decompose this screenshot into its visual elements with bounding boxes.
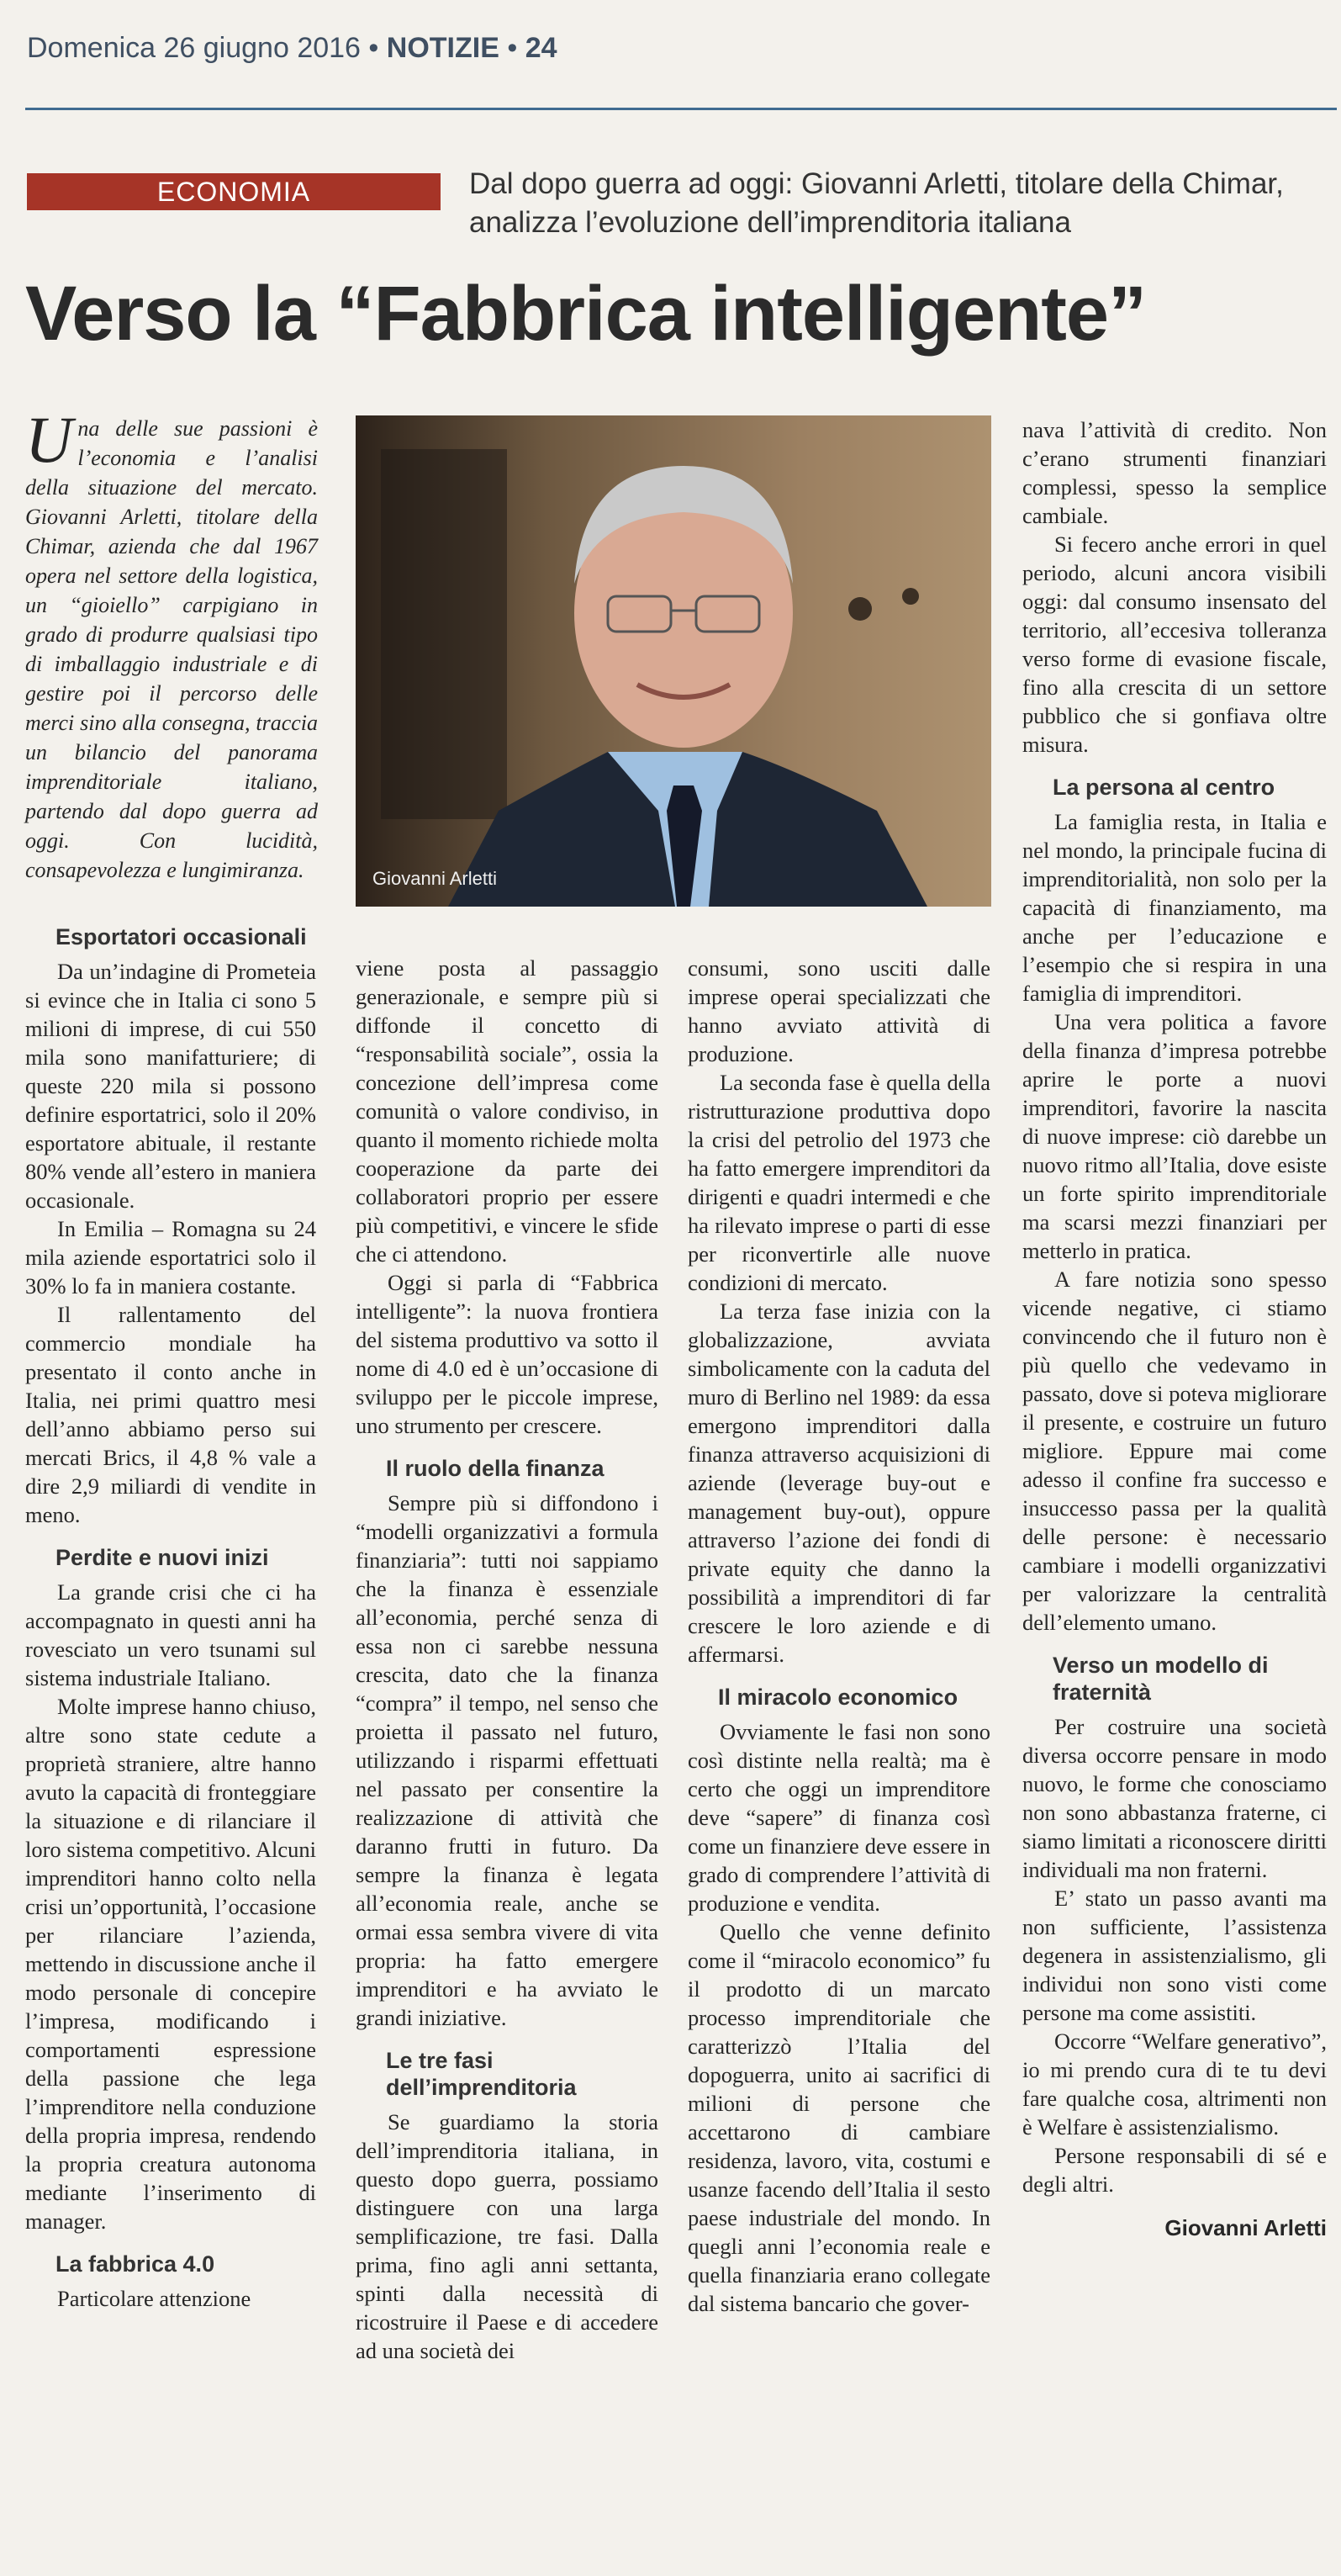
- section-tag: ECONOMIA: [27, 173, 441, 210]
- paragraph: Persone responsabili di sé e degli altri.: [1022, 2143, 1327, 2197]
- paragraph: Oggi si parla di “Fabbrica intelligente”: la nuova frontiera del sistema produttivo va sotto il nome di 4.0 ed è un’occasione di sviluppo per le piccole imprese, uno strumento per crescere.: [356, 1270, 658, 1438]
- author-signature: Giovanni Arletti: [1164, 2215, 1327, 2240]
- subheading: La fabbrica 4.0: [55, 2251, 215, 2277]
- subheading: Verso un modello di fraternità: [1053, 1653, 1269, 1705]
- paragraph: Occorre “Welfare generativo”, io mi prendo cura di te tu devi fare qualche cosa, altrimenti non è Welfare è assistenzialismo.: [1022, 2029, 1327, 2140]
- photo-caption: Giovanni Arletti: [372, 868, 497, 889]
- header-separator: •: [368, 32, 379, 64]
- subheading: Le tre fasi dell’imprenditoria: [386, 2048, 577, 2100]
- paragraph: Si fecero anche errori in quel periodo, alcuni ancora visibili oggi: dal consumo insensato del territorio, all’eccesiva tolleranza verso forme di evasione fiscale, fino alla crescita di un settore pubblico che si gonfiava oltre misura.: [1022, 532, 1327, 757]
- subheading: Perdite e nuovi inizi: [55, 1545, 269, 1570]
- lead-paragraph: [25, 403, 318, 885]
- paragraph: Per costruire una società diversa occorre pensare in modo nuovo, le forme che conosciamo non sono abbastanza fraterne, ci siamo limitati a riconoscere diritti individuali ma non fraterni.: [1022, 1714, 1327, 1882]
- paragraph: viene posta al passaggio generazionale, e sempre più si diffonde il concetto di “responsabilità sociale”, ossia la concezione dell’impresa come comunità o valore condiviso, in quanto il momento richiede molta cooperazione da parte dei collaboratori proprio per essere più competitivi, e vincere le sfide che ci attendono.: [356, 955, 658, 1267]
- subheading: Esportatori occasionali: [55, 924, 307, 949]
- paragraph: La seconda fase è quella della ristrutturazione produttiva dopo la crisi del petrolio del 1973 che ha fatto emergere imprenditori da dirigenti e quadri intermedi e che ha rilevato imprese o parti di esse per riconvertirle alle nuove condizioni di mercato.: [688, 1070, 990, 1295]
- drop-cap: U: [25, 403, 73, 476]
- paragraph: E’ stato un passo avanti ma non sufficiente, l’assistenza degenera in assistenzialismo, gli individui non sono visti come persone ma come assistiti.: [1022, 1886, 1327, 2025]
- paragraph: nava l’attività di credito. Non c’erano strumenti finanziari complessi, spesso la semplice cambiale.: [1022, 417, 1327, 528]
- article-column-2: [356, 954, 658, 2365]
- page-header: [27, 32, 557, 65]
- portrait-photo: [356, 415, 991, 907]
- header-divider: [25, 108, 1337, 110]
- kicker: Dal dopo guerra ad oggi: Giovanni Arletti, titolare della Chimar, analizza l’evoluzione dell’imprenditoria italiana: [469, 167, 1284, 239]
- paragraph: In Emilia – Romagna su 24 mila aziende esportatrici solo il 30% lo fa in maniera costante.: [25, 1216, 316, 1299]
- article-column-3: [688, 954, 990, 2318]
- paragraph: Sempre più si diffondono i “modelli organizzativi a formula finanziaria”: tutti noi sappiamo che la finanza è essenziale all’economia, perché senza di essa non ci sarebbe nessuna crescita, dato che la finanza “compra” il tempo, nel senso che proietta il passato nel futuro, utilizzando i risparmi effettuati nel passato per consentire la realizzazione di attività che daranno frutti in futuro. Da sempre la finanza è legata all’economia reale, anche se ormai essa sembra vivere di vita propria: ha fatto emergere imprenditori e ha avviato le grandi iniziative.: [356, 1490, 658, 2030]
- article-column-1: [25, 923, 316, 2313]
- paragraph: Se guardiamo la storia dell’imprenditoria italiana, in questo dopo guerra, possiamo distinguere con una larga semplificazione, tre fasi. Dalla prima, fino agli anni settanta, spinti dalla necessità di ricostruire il Paese e di accedere ad una società dei: [356, 2109, 658, 2363]
- paragraph: A fare notizia sono spesso vicende negative, ci stiamo convincendo che il futuro non è più quello che vedevamo in passato, dove si poteva migliorare il presente, e costruire un futuro migliore. Eppure mai come adesso il confine fra successo e insuccesso passa per la qualità delle persone: è necessario cambiare i modelli organizzativi per valorizzare la centralità dell’elemento umano.: [1022, 1267, 1327, 1635]
- paragraph: Quello che venne definito come il “miracolo economico” fu il prodotto di un marcato processo imprenditoriale che caratterizzò l’Italia del dopoguerra, unito ai sacrifici di milioni di persone che accettarono di cambiare residenza, lavoro, vita, costumi e usanze facendo dell’Italia il sesto paese industriale del mondo. In quegli anni l’economia reale e quella finanziaria erano collegate dal sistema bancario che gover-: [688, 1919, 990, 2316]
- header-separator: •: [507, 32, 518, 64]
- subheading: Il miracolo economico: [718, 1685, 958, 1710]
- paragraph: La famiglia resta, in Italia e nel mondo, la principale fucina di imprenditorialità, non solo per la capacità di finanziamento, ma anche per l’educazione e l’esempio che si respira in una famiglia di imprenditori.: [1022, 809, 1327, 1006]
- paragraph: Molte imprese hanno chiuso, altre sono state cedute a proprietà straniere, altre hanno avuto la capacità di fronteggiare la situazione e di rilanciare il loro sistema competitivo. Alcuni imprenditori hanno colto nella crisi un’opportunità, l’occasione per rilanciare l’azienda, mettendo in discussione anche il modo personale di concepire l’impresa, modificando i comportamenti espressione della passione che lega l’imprenditore nella conduzione della propria impresa, rendendo la propria creatura autonoma mediante l’inserimento di manager.: [25, 1694, 316, 2234]
- paragraph: Una vera politica a favore della finanza d’impresa potrebbe aprire le porte a nuovi imprenditori, favorire la nascita di nuove imprese: ciò darebbe un nuovo ritmo all’Italia, dove esiste un forte spirito imprenditoriale ma scarsi mezzi finanziari per metterlo in pratica.: [1022, 1009, 1327, 1263]
- paragraph: Da un’indagine di Prometeia si evince che in Italia ci sono 5 milioni di imprese, di cui 550 mila sono manifatturiere; di queste 220 mila si possono definire esportatrici, solo il 20% esportatore abituale, il restante 80% vende all’estero in maniera occasionale.: [25, 959, 316, 1213]
- paragraph: Ovviamente le fasi non sono così distinte nella realtà; ma è certo che oggi un imprenditore deve “sapere” di finanza così come un finanziere deve essere in grado di comprendere l’attività di produzione e vendita.: [688, 1719, 990, 1916]
- page-number: 24: [525, 32, 557, 64]
- paragraph: consumi, sono usciti dalle imprese operai specializzati che hanno avviato attività di produzione.: [688, 955, 990, 1066]
- issue-date: Domenica 26 giugno 2016: [27, 32, 361, 64]
- paragraph: La grande crisi che ci ha accompagnato in questi anni ha rovesciato un vero tsunami sul sistema industriale Italiano.: [25, 1579, 316, 1690]
- subheading: Il ruolo della finanza: [386, 1456, 605, 1481]
- headline: Verso la “Fabbrica intelligente”: [25, 271, 1147, 357]
- article-column-4: [1022, 415, 1327, 2242]
- lead-text: na delle sue passioni è l’economia e l’analisi della situazione del mercato. Giovanni Arletti, titolare della Chimar, azienda che dal 1967 opera nel settore della logistica, un “gioiello” carpigiano in grado di produrre qualsiasi tipo di imballaggio industriale e di gestire poi il percorso delle merci sino alla consegna, traccia un bilancio del panorama imprenditoriale italiano, partendo dal dopo guerra ad oggi. Con lucidità, consapevolezza e lungimiranza.: [25, 416, 318, 882]
- paragraph: Il rallentamento del commercio mondiale ha presentato il conto anche in Italia, nei primi quattro mesi dell’anno abbiamo perso sui mercati Brics, il 4,8 % vale a dire 2,9 miliardi di vendite in meno.: [25, 1302, 316, 1527]
- subheading: La persona al centro: [1053, 775, 1275, 800]
- section-name: NOTIZIE: [386, 32, 499, 64]
- paragraph: La terza fase inizia con la globalizzazione, avviata simbolicamente con la caduta del muro di Berlino nel 1989: da essa emergono imprenditori dalla finanza attraverso acquisizioni di aziende (leverage buy-out e management buy-out), oppure attraverso l’azione dei fondi di private equity che danno la possibilità a imprenditori di far crescere le loro aziende e di affermarsi.: [688, 1299, 990, 1667]
- portrait-illustration: [356, 415, 991, 907]
- paragraph: Particolare attenzione: [57, 2286, 251, 2311]
